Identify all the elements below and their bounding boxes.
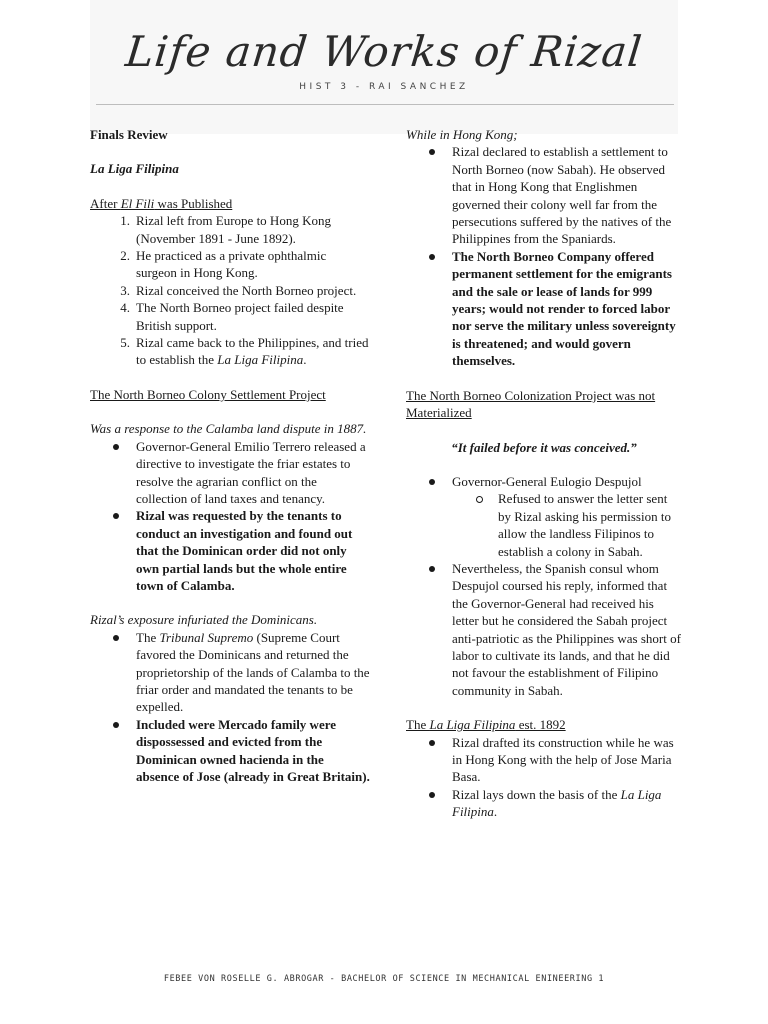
bullet-text: Rizal declared to establish a settlement to North Borneo (now Sabah). He observed that in Hong Kong that Englishmen governed their colony well far from the persecutions suffered by the natives of the Philippines from the Spaniards. xyxy=(452,144,672,247)
liga-bullets xyxy=(406,734,682,821)
document-subtitle: HIST 3 - RAI SANCHEZ xyxy=(299,82,469,92)
list-item xyxy=(406,560,682,699)
list-number: 4. xyxy=(120,300,130,316)
list-item-text: Rizal conceived the North Borneo project. xyxy=(136,282,357,298)
list-item xyxy=(90,507,370,594)
after-el-fili-list xyxy=(90,212,370,369)
exposure-note: Rizal’s exposure infuriated the Dominicans. xyxy=(90,612,318,628)
bullet-icon xyxy=(429,566,435,572)
list-item xyxy=(90,629,370,716)
bullet-icon xyxy=(429,254,435,260)
bullet-text: Governor-General Emilio Terrero released a directive to investigate the friar estates to resolve the agrarian conflict on the collection of land taxes and tenancy. xyxy=(136,438,366,506)
bullet-text: Rizal was requested by the tenants to conduct an investigation and found out that the Dominican order did not only own partial lands but the whole entire town of Calamba. xyxy=(136,508,353,593)
list-item xyxy=(406,248,682,370)
list-item xyxy=(406,734,682,786)
exposure-bullets xyxy=(90,629,370,786)
bullet-icon xyxy=(429,792,435,798)
finals-review-heading: Finals Review xyxy=(90,127,168,142)
left-column xyxy=(90,126,370,785)
list-item xyxy=(406,143,682,247)
calamba-bullets xyxy=(90,438,370,595)
list-item xyxy=(90,282,370,299)
list-item xyxy=(90,212,370,247)
header-divider xyxy=(96,104,674,105)
bullet-icon xyxy=(429,149,435,155)
list-item xyxy=(90,334,370,369)
despujol-bullets xyxy=(406,473,682,699)
bullet-text: The xyxy=(136,629,160,645)
sub-bullet-text: Refused to answer the letter sent by Rizal asking his permission to allow the landless Filipinos to establish a colony in Sabah. xyxy=(498,491,671,559)
after-el-fili-heading xyxy=(90,195,370,212)
list-number: 2. xyxy=(120,248,130,264)
list-item xyxy=(406,473,682,490)
list-item xyxy=(90,299,370,334)
liga-established-heading xyxy=(406,716,682,733)
calamba-response-note: Was a response to the Calamba land dispute in 1887. xyxy=(90,421,367,437)
bullet-emphasis: Tribunal Supremo xyxy=(159,629,254,645)
sub-list-item xyxy=(406,490,682,560)
list-item-emphasis: La Liga Filipina xyxy=(217,352,304,368)
list-item-text: Rizal came back to the Philippines, and tried to establish the xyxy=(136,335,369,368)
list-number: 3. xyxy=(120,282,130,298)
list-item xyxy=(90,716,370,786)
after-prefix: After xyxy=(90,195,121,211)
failure-quote: “It failed before it was conceived.” xyxy=(451,439,637,455)
bullet-text: Nevertheless, the Spanish consul whom Despujol coursed his reply, informed that the Governor-General had received his letter but he considered the Sabah project anti-patriotic as the Philippines was short of labor to cultivate its lands, and that he did not favour the establishment of Filipino community in Sabah. xyxy=(452,560,681,698)
list-number: 5. xyxy=(120,335,130,351)
liga-section-title: La Liga Filipina xyxy=(90,161,179,177)
bullet-text: Governor-General Eulogio Despujol xyxy=(452,473,642,489)
list-item-text: The North Borneo project failed despite British support. xyxy=(136,300,344,333)
bullet-text: The North Borneo Company offered permanent settlement for the emigrants and the sale or lease of lands for 999 years; would not render to forced labor nor serve the military unless sovereignty is threatened; and would govern themselves. xyxy=(452,248,676,369)
bullet-icon xyxy=(113,444,119,450)
bullet-text: Rizal drafted its construction while he was in Hong Kong with the help of Jose Maria Basa. xyxy=(452,734,674,785)
bullet-text-rest: (Supreme Court favored the Dominicans and returned the proprietorship of the lands of Calamba to the friar order and mandated the tenants to be expelled. xyxy=(136,629,370,715)
after-book: El Fili xyxy=(120,195,155,211)
bullet-text: Included were Mercado family were dispossessed and evicted from the Dominican owned hacienda in the absence of Jose (already in Great Britain). xyxy=(136,716,370,784)
hong-kong-bullets xyxy=(406,143,682,369)
list-number: 1. xyxy=(120,213,130,229)
liga-heading-prefix: The xyxy=(406,717,430,733)
bullet-emphasis: La Liga Filipina xyxy=(452,786,662,820)
bullet-icon xyxy=(113,513,119,519)
liga-heading-emphasis: La Liga Filipina xyxy=(429,717,516,733)
document-title: Life and Works of Rizal xyxy=(123,27,645,76)
after-suffix: was Published xyxy=(154,195,233,211)
liga-heading-suffix: est. 1892 xyxy=(515,717,566,733)
page-footer: FEBEE VON ROSELLE G. ABROGAR - BACHELOR OF SCIENCE IN MECHANICAL ENINEERING 1 xyxy=(163,974,605,984)
right-column xyxy=(406,126,682,821)
hollow-bullet-icon xyxy=(476,496,483,503)
colony-settlement-heading: The North Borneo Colony Settlement Project xyxy=(90,386,326,402)
list-item-text-end: . xyxy=(303,352,307,368)
bullet-icon xyxy=(113,722,119,728)
list-item-text: He practiced as a private ophthalmic surgeon in Hong Kong. xyxy=(136,248,327,281)
bullet-text: Rizal lays down the basis of the xyxy=(452,786,621,802)
hong-kong-note: While in Hong Kong; xyxy=(406,127,518,142)
bullet-text-end: . xyxy=(493,804,498,820)
list-item xyxy=(90,247,370,282)
list-item xyxy=(406,786,682,821)
bullet-icon xyxy=(113,635,119,641)
list-item xyxy=(90,438,370,508)
list-item-text: Rizal left from Europe to Hong Kong (November 1891 - June 1892). xyxy=(136,213,331,246)
bullet-icon xyxy=(429,740,435,746)
bullet-icon xyxy=(429,479,435,485)
not-materialized-heading: The North Borneo Colonization Project was not Materialized xyxy=(406,387,656,421)
